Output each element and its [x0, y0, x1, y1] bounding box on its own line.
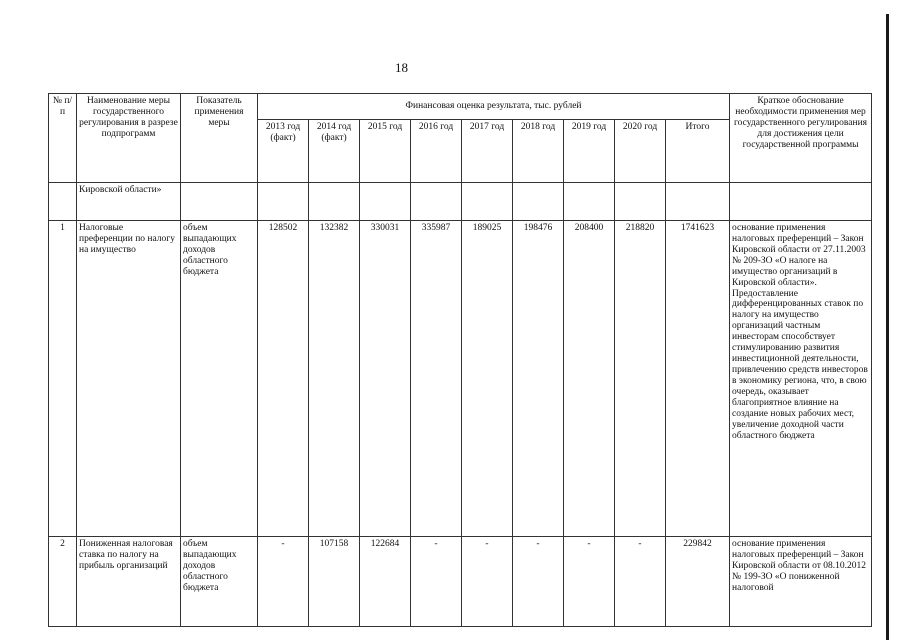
page-edge-rule — [886, 14, 889, 640]
header-measure: Наименование меры государственного регулирования в разрезе подпрограмм — [77, 94, 181, 183]
header-year: 2016 год — [411, 120, 462, 183]
header-total: Итого — [666, 120, 730, 183]
value-cell: - — [258, 537, 309, 627]
value-cell: 128502 — [258, 221, 309, 537]
header-year: 2017 год — [462, 120, 513, 183]
value-cell: - — [411, 537, 462, 627]
continuation-text: Кировской области» — [77, 183, 181, 221]
value-cell: - — [615, 537, 666, 627]
measure-name: Налоговые преференции по налогу на имущество — [77, 221, 181, 537]
value-cell: 107158 — [309, 537, 360, 627]
row-number: 1 — [49, 221, 77, 537]
table-row — [49, 221, 872, 537]
header-indicator: Показатель применения меры — [181, 94, 258, 183]
continuation-row — [49, 183, 872, 221]
value-cell: - — [564, 537, 615, 627]
value-cell: 189025 — [462, 221, 513, 537]
row-number: 2 — [49, 537, 77, 627]
indicator: объем выпадающих доходов областного бюджета — [181, 537, 258, 627]
value-cell: - — [513, 537, 564, 627]
header-year: 2019 год — [564, 120, 615, 183]
justification-text: основание применения налоговых преференций – Закон Кировской области от 27.11.2003 № 209-ЗО «О налоге на имущество организаций в Кировской области». Предоставление дифференцированных ставок по налогу на имущество организаций частным инвесторам способствует стимулированию развития инвестиционной деятельности, привлечению средств инвесторов в экономику региона, что, в свою очередь, оказывает благоприятное влияние на создание новых рабочих мест, увеличение доходной части областного бюджета — [730, 221, 872, 537]
header-year: 2015 год — [360, 120, 411, 183]
page-number: 18 — [395, 60, 408, 75]
value-cell: 330031 — [360, 221, 411, 537]
header-no: № п/п — [49, 94, 77, 183]
value-cell: 218820 — [615, 221, 666, 537]
value-cell: 132382 — [309, 221, 360, 537]
header-year: 2020 год — [615, 120, 666, 183]
measure-name: Пониженная налоговая ставка по налогу на прибыль организаций — [77, 537, 181, 627]
value-cell: 208400 — [564, 221, 615, 537]
header-year: 2014 год (факт) — [309, 120, 360, 183]
measures-table — [48, 93, 872, 627]
header-year: 2013 год (факт) — [258, 120, 309, 183]
value-cell: 198476 — [513, 221, 564, 537]
indicator: объем выпадающих доходов областного бюджета — [181, 221, 258, 537]
value-cell: - — [462, 537, 513, 627]
total-cell: 1741623 — [666, 221, 730, 537]
value-cell: 335987 — [411, 221, 462, 537]
value-cell: 122684 — [360, 537, 411, 627]
total-cell: 229842 — [666, 537, 730, 627]
table-row — [49, 537, 872, 627]
header-year: 2018 год — [513, 120, 564, 183]
header-row-top — [49, 94, 872, 120]
header-financial-group: Финансовая оценка результата, тыс. рублей — [258, 94, 730, 120]
justification-text: основание применения налоговых преференций – Закон Кировской области от 08.10.2012 № 199-ЗО «О пониженной налоговой — [730, 537, 872, 627]
header-justification: Краткое обоснование необходимости применения мер государственного регулирования для достижения цели государственной программы — [730, 94, 872, 183]
